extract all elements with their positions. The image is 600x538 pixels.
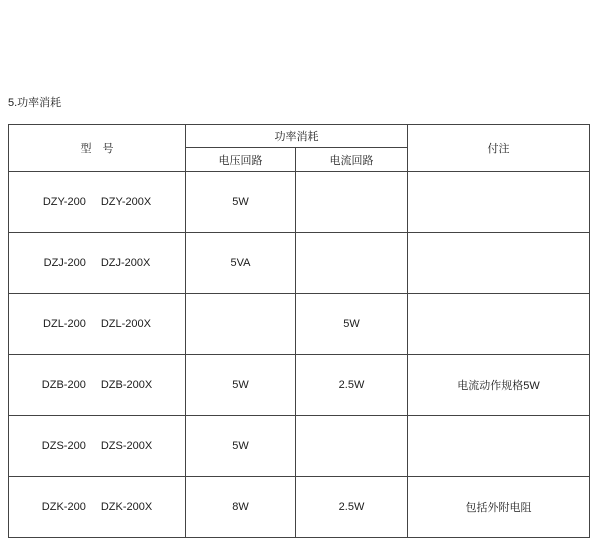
model-pair	[9, 440, 185, 452]
note-cell	[408, 416, 590, 477]
table-body	[9, 172, 590, 538]
model-pair	[9, 318, 185, 330]
table-row	[9, 355, 590, 416]
model-name-primary: DZK-200	[41, 501, 86, 513]
table-row	[9, 233, 590, 294]
model-name-variant: DZB-200X	[100, 379, 153, 391]
model-cell	[9, 355, 186, 416]
model-pair	[9, 501, 185, 513]
current-circuit-cell	[296, 416, 408, 477]
model-pair	[9, 257, 185, 269]
note-cell	[408, 172, 590, 233]
model-cell	[9, 233, 186, 294]
header-current-circuit: 电流回路	[296, 148, 408, 172]
model-name-primary: DZJ-200	[43, 257, 86, 269]
model-cell	[9, 477, 186, 538]
header-model: 型 号	[9, 125, 186, 172]
model-name-variant: DZL-200X	[100, 318, 151, 330]
current-circuit-cell	[296, 233, 408, 294]
model-name-variant: DZY-200X	[100, 196, 152, 208]
current-circuit-cell: 5W	[296, 294, 408, 355]
note-cell	[408, 294, 590, 355]
current-circuit-cell: 2.5W	[296, 477, 408, 538]
voltage-circuit-cell: 5VA	[186, 233, 296, 294]
voltage-circuit-cell: 8W	[186, 477, 296, 538]
note-cell: 电流动作规格5W	[408, 355, 590, 416]
model-name-variant: DZS-200X	[100, 440, 153, 452]
model-name-variant: DZK-200X	[100, 501, 153, 513]
voltage-circuit-cell: 5W	[186, 355, 296, 416]
model-name-primary: DZL-200	[43, 318, 86, 330]
table-row	[9, 294, 590, 355]
note-cell	[408, 233, 590, 294]
voltage-circuit-cell	[186, 294, 296, 355]
header-notes: 付注	[408, 125, 590, 172]
model-pair	[9, 196, 185, 208]
table-header	[9, 125, 590, 172]
model-pair	[9, 379, 185, 391]
current-circuit-cell: 2.5W	[296, 355, 408, 416]
header-power-group: 功率消耗	[186, 125, 408, 148]
table-row	[9, 172, 590, 233]
model-cell	[9, 416, 186, 477]
power-consumption-table	[8, 124, 590, 538]
model-name-primary: DZS-200	[41, 440, 86, 452]
current-circuit-cell	[296, 172, 408, 233]
table-row	[9, 416, 590, 477]
page-title: 5.功率消耗	[8, 97, 62, 109]
model-cell	[9, 294, 186, 355]
table-row	[9, 477, 590, 538]
voltage-circuit-cell: 5W	[186, 416, 296, 477]
model-cell	[9, 172, 186, 233]
model-name-primary: DZY-200	[42, 196, 86, 208]
model-name-primary: DZB-200	[41, 379, 86, 391]
model-name-variant: DZJ-200X	[100, 257, 151, 269]
header-voltage-circuit: 电压回路	[186, 148, 296, 172]
note-cell: 包括外附电阻	[408, 477, 590, 538]
voltage-circuit-cell: 5W	[186, 172, 296, 233]
